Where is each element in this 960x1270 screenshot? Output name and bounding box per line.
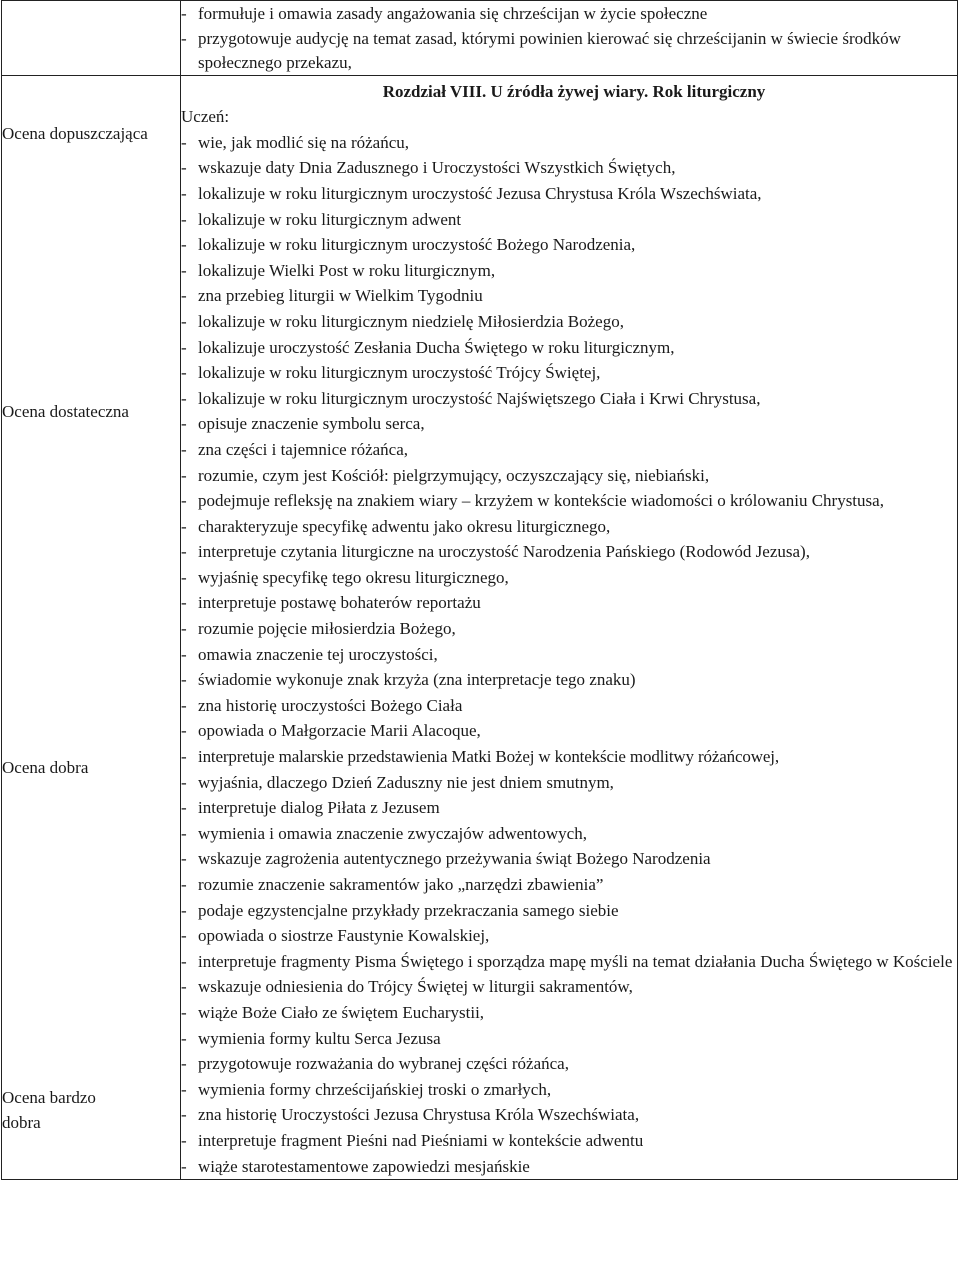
list-item: - zna historię uroczystości Bożego Ciała	[181, 693, 957, 719]
list-item: - rozumie znaczenie sakramentów jako „narzędzi zbawienia”	[181, 872, 957, 898]
grade-label-dostateczna: Ocena dostateczna	[2, 401, 129, 421]
list-item: - lokalizuje uroczystość Zesłania Ducha Świętego w roku liturgicznym,	[181, 335, 957, 361]
list-item: - lokalizuje w roku liturgicznym uroczystość Bożego Narodzenia,	[181, 232, 957, 258]
list-item: - formułuje i omawia zasady angażowania się chrześcijan w życie społeczne	[181, 1, 957, 27]
main-row	[2, 75, 958, 1180]
list-item: - interpretuje fragment Pieśni nad Pieśniami w kontekście adwentu	[181, 1128, 957, 1154]
list-item: - lokalizuje w roku liturgicznym uroczystość Trójcy Świętej,	[181, 360, 957, 386]
grade-label-dopuszczajaca: Ocena dopuszczająca	[2, 123, 148, 143]
list-item: - lokalizuje w roku liturgicznym uroczystość Jezusa Chrystusa Króla Wszechświata,	[181, 181, 957, 207]
list-item: - lokalizuje w roku liturgicznym adwent	[181, 207, 957, 233]
list-item: - wyjaśnię specyfikę tego okresu liturgicznego,	[181, 565, 957, 591]
list-item: - zna części i tajemnice różańca,	[181, 437, 957, 463]
grade-list-dopuszczajaca	[181, 130, 957, 437]
list-item: - rozumie, czym jest Kościół: pielgrzymujący, oczyszczający się, niebiański,	[181, 463, 957, 489]
list-item: - interpretuje fragmenty Pisma Świętego i sporządza mapę myśli na temat działania Ducha Świętego w Kościele	[181, 949, 957, 975]
list-item: - rozumie pojęcie miłosierdzia Bożego,	[181, 616, 957, 642]
list-item: - interpretuje czytania liturgiczne na uroczystość Narodzenia Pańskiego (Rodowód Jezusa),	[181, 539, 957, 565]
student-heading: Uczeń:	[181, 107, 230, 127]
list-item: - wymienia i omawia znaczenie zwyczajów adwentowych,	[181, 821, 957, 847]
top-right-cell	[181, 1, 958, 76]
list-item: - charakteryzuje specyfikę adwentu jako okresu liturgicznego,	[181, 514, 957, 540]
list-item: - wiąże Boże Ciało ze świętem Eucharystii,	[181, 1000, 957, 1026]
list-item: - interpretuje postawę bohaterów reportażu	[181, 590, 957, 616]
list-item: - podejmuje refleksję na znakiem wiary – krzyżem w kontekście wiadomości o królowaniu Chrystusa,	[181, 488, 957, 514]
list-item: - zna historię Uroczystości Jezusa Chrystusa Króla Wszechświata,	[181, 1102, 957, 1128]
grade-list-dostateczna	[181, 437, 957, 744]
list-item: - opisuje znaczenie symbolu serca,	[181, 411, 957, 437]
grade-content-cell	[181, 75, 958, 1180]
list-item: - przygotowuje audycję na temat zasad, którymi powinien kierować się chrześcijanin w świecie środków społecznego przekazu,	[181, 27, 957, 75]
list-item: - świadomie wykonuje znak krzyża (zna interpretacje tego znaku)	[181, 667, 957, 693]
list-item: - wskazuje daty Dnia Zadusznego i Uroczystości Wszystkich Świętych,	[181, 155, 957, 181]
grade-requirements-table	[1, 0, 958, 1180]
list-item: - lokalizuje w roku liturgicznym uroczystość Najświętszego Ciała i Krwi Chrystusa,	[181, 386, 957, 412]
list-item: - wiąże starotestamentowe zapowiedzi mesjańskie	[181, 1154, 957, 1180]
list-item: - opowiada o siostrze Faustynie Kowalskiej,	[181, 923, 957, 949]
grade-label-dobra: Ocena dobra	[2, 757, 89, 777]
list-item: - wskazuje zagrożenia autentycznego przeżywania świąt Bożego Narodzenia	[181, 846, 957, 872]
list-item: - wie, jak modlić się na różańcu,	[181, 130, 957, 156]
list-item: - interpretuje dialog Piłata z Jezusem	[181, 795, 957, 821]
top-left-empty-cell	[2, 1, 181, 76]
grade-list-dobra	[181, 744, 957, 1051]
list-item: - wskazuje odniesienia do Trójcy Świętej w liturgii sakramentów,	[181, 974, 957, 1000]
list-item: - wyjaśnia, dlaczego Dzień Zaduszny nie jest dniem smutnym,	[181, 770, 957, 796]
list-item: - zna przebieg liturgii w Wielkim Tygodniu	[181, 283, 957, 309]
list-item: - lokalizuje Wielki Post w roku liturgicznym,	[181, 258, 957, 284]
grade-list-bardzo-dobra	[181, 1051, 957, 1179]
top-row	[2, 1, 958, 76]
list-item: - podaje egzystencjalne przykłady przekraczania samego siebie	[181, 898, 957, 924]
chapter-title: Rozdział VIII. U źródła żywej wiary. Rok liturgiczny	[382, 81, 766, 101]
list-item: - omawia znaczenie tej uroczystości,	[181, 642, 957, 668]
grade-label-bardzo-dobra: Ocena bardzo dobra	[2, 1087, 96, 1133]
list-item: - wymienia formy kultu Serca Jezusa	[181, 1026, 957, 1052]
list-item: - wymienia formy chrześcijańskiej troski o zmarłych,	[181, 1077, 957, 1103]
list-item: - przygotowuje rozważania do wybranej części różańca,	[181, 1051, 957, 1077]
list-item: - lokalizuje w roku liturgicznym niedzielę Miłosierdzia Bożego,	[181, 309, 957, 335]
list-item: - interpretuje malarskie przedstawienia Matki Bożej w kontekście modlitwy różańcowej,	[181, 744, 957, 770]
grade-labels-cell	[2, 75, 181, 1180]
list-item: - opowiada o Małgorzacie Marii Alacoque,	[181, 718, 957, 744]
